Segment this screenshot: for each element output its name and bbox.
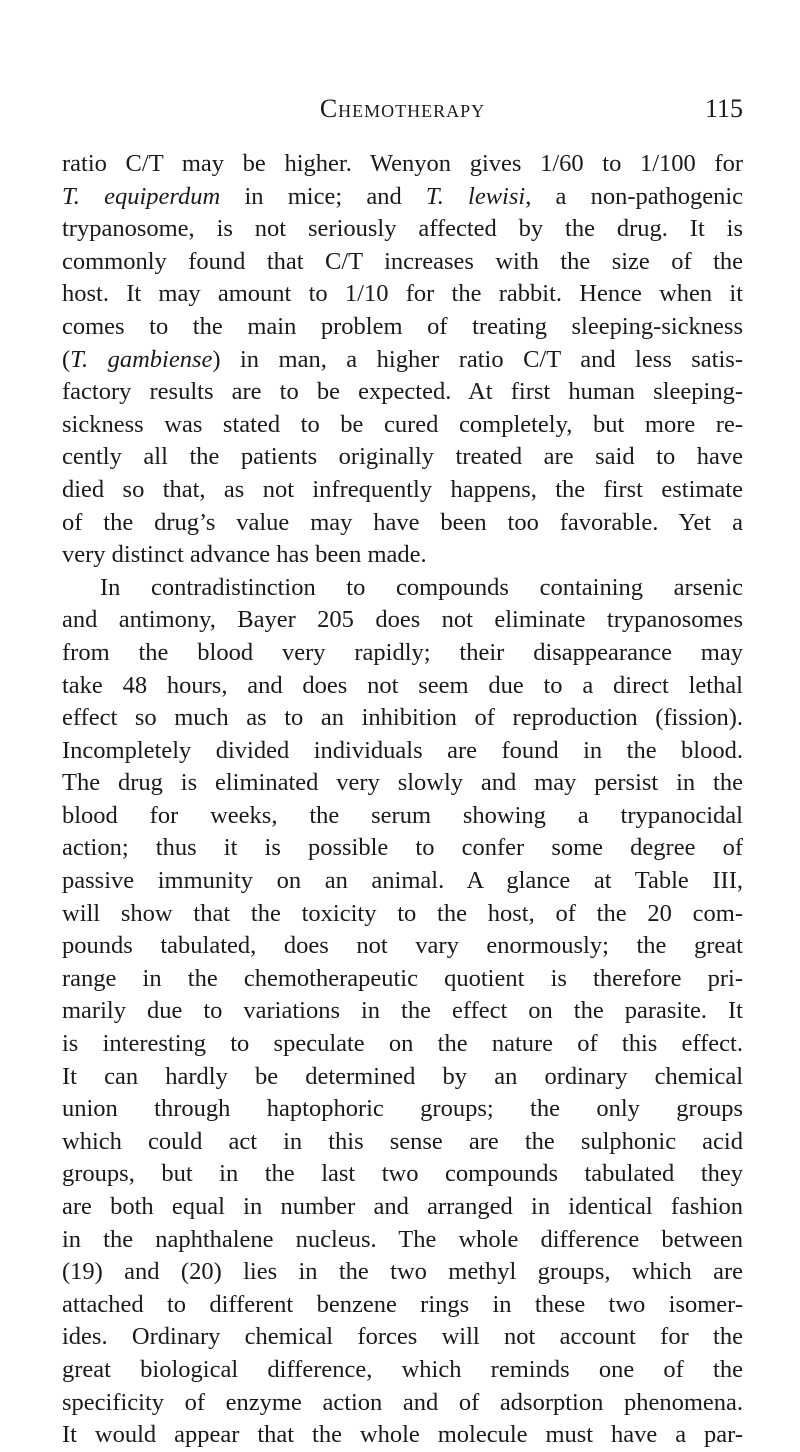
text-line: which could act in this sense are the sulphonic acid: [62, 1127, 743, 1155]
text-line: will show that the toxicity to the host, of the 20 com-: [62, 899, 743, 927]
text-line: pounds tabulated, does not vary enormously; the great: [62, 932, 743, 960]
species-name: T. lewisi: [425, 182, 526, 210]
text-line: attached to different benzene rings in these two isomer-: [62, 1290, 743, 1318]
body-text: [62, 148, 743, 1452]
text-line: blood for weeks, the serum showing a trypanocidal: [62, 801, 743, 829]
text-line: (19) and (20) lies in the two methyl groups, which are: [62, 1258, 743, 1286]
text-line: comes to the main problem of treating sleeping-sickness: [62, 312, 743, 340]
text-line: take 48 hours, and does not seem due to a direct lethal: [62, 671, 743, 699]
species-name: T. equiperdum: [62, 182, 221, 210]
text-line: are both equal in number and arranged in identical fashion: [62, 1193, 743, 1220]
text-line: host. It may amount to 1/10 for the rabbit. Hence when it: [62, 280, 743, 308]
text-line: [62, 181, 743, 214]
text-line: is interesting to speculate on the nature of this effect.: [62, 1030, 743, 1058]
paragraph-1: [62, 148, 743, 572]
text-line: and antimony, Bayer 205 does not eliminate trypanosomes: [62, 606, 743, 634]
text-line: from the blood very rapidly; their disappearance may: [62, 638, 743, 666]
text-line: union through haptophoric groups; the only groups: [62, 1095, 743, 1123]
text-line: in the naphthalene nucleus. The whole difference between: [62, 1225, 743, 1253]
text-line: In contradistinction to compounds containing arsenic: [100, 573, 743, 601]
text-line: sickness was stated to be cured completely, but more re-: [62, 410, 743, 438]
text-line: factory results are to be expected. At first human sleeping-: [62, 378, 743, 406]
text-fragment: ) in man, a higher ratio C/T and less satis-: [212, 345, 743, 373]
text-line: very distinct advance has been made.: [62, 541, 427, 569]
text-line: groups, but in the last two compounds tabulated they: [62, 1160, 743, 1188]
text-line: It can hardly be determined by an ordinary chemical: [62, 1062, 743, 1090]
text-fragment: (: [62, 345, 71, 373]
text-line: ratio C/T may be higher. Wenyon gives 1/60 to 1/100 for: [62, 150, 743, 177]
text-line: [62, 344, 743, 377]
text-line: Incompletely divided individuals are found in the blood.: [62, 736, 743, 764]
text-line: effect so much as to an inhibition of reproduction (fission).: [62, 704, 743, 732]
text-line: commonly found that C/T increases with the size of the: [62, 247, 743, 275]
text-line: of the drug’s value may have been too favorable. Yet a: [62, 508, 743, 536]
text-line: The drug is eliminated very slowly and may persist in the: [62, 769, 743, 797]
text-line: It would appear that the whole molecule must have a par-: [62, 1421, 743, 1449]
paragraph-2: [62, 572, 743, 1452]
text-line: range in the chemotherapeutic quotient is therefore pri-: [62, 964, 743, 992]
text-line: ides. Ordinary chemical forces will not account for the: [62, 1323, 743, 1351]
page-number: 115: [704, 94, 743, 123]
text-fragment: , a non-pathogenic: [525, 182, 744, 210]
text-line: trypanosome, is not seriously affected by the drug. It is: [62, 215, 743, 243]
text-line: great biological difference, which reminds one of the: [62, 1355, 743, 1383]
text-line: died so that, as not infrequently happens, the first estimate: [62, 475, 743, 503]
text-line: specificity of enzyme action and of adsorption phenomena.: [62, 1388, 743, 1416]
text-line: marily due to variations in the effect on the parasite. It: [62, 997, 743, 1025]
text-line: passive immunity on an animal. A glance at Table III,: [62, 867, 743, 895]
running-head: Chemotherapy: [319, 94, 486, 123]
text-line: cently all the patients originally treated are said to have: [62, 443, 743, 471]
text-line: action; thus it is possible to confer some degree of: [62, 834, 743, 862]
page-header: [62, 92, 743, 126]
text-fragment: in mice; and: [220, 182, 426, 210]
species-name: T. gambiense: [70, 345, 213, 373]
